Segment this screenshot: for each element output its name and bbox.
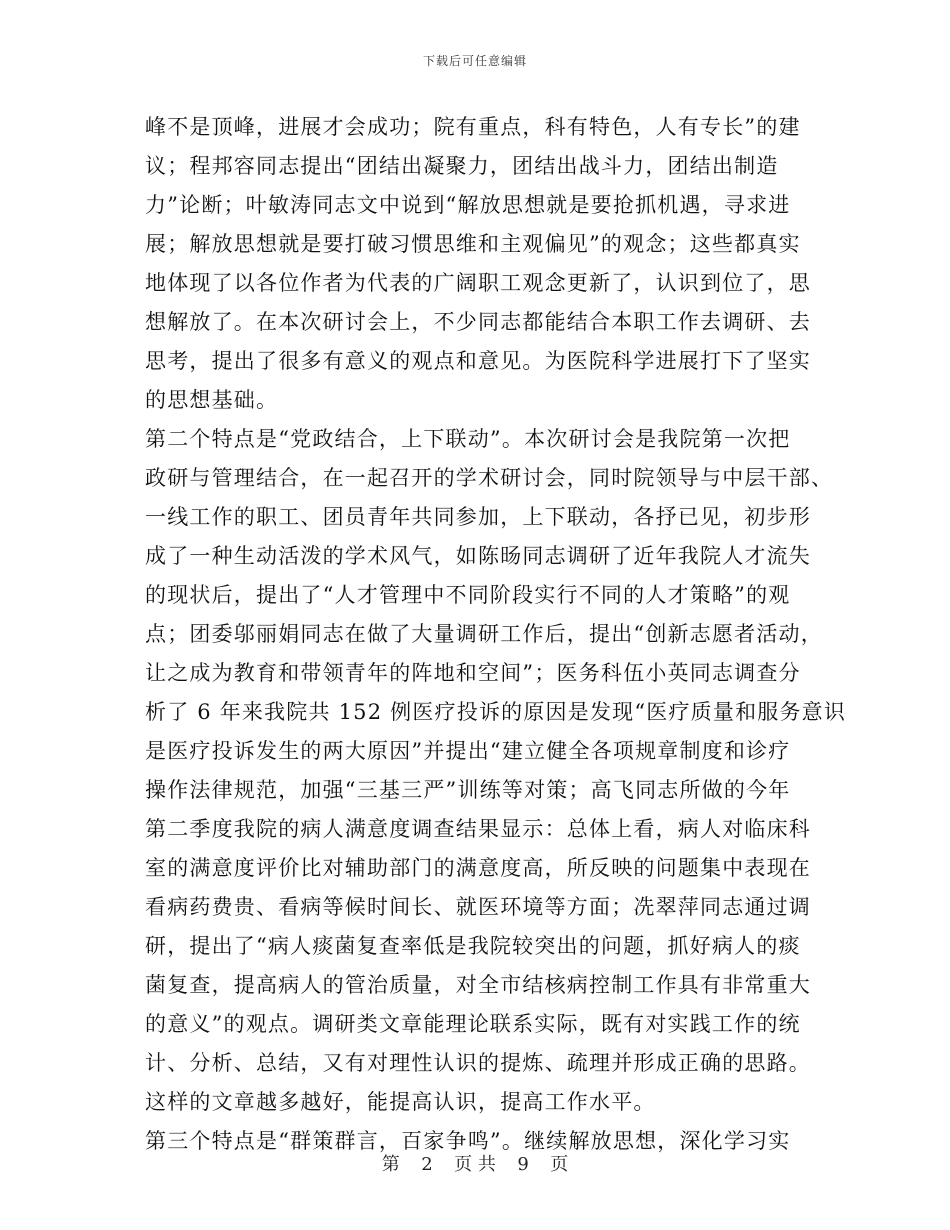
text-line: 的思想基础。 <box>145 388 279 412</box>
text-line: 菌复查，提高病人的管治质量，对全市结核病控制工作具有非常重大 <box>145 973 811 997</box>
text-line: 研，提出了“病人痰菌复查率低是我院较突出的问题，抓好病人的痰 <box>145 934 801 958</box>
text-line: 室的满意度评价比对辅助部门的满意度高，所反映的问题集中表现在 <box>145 856 811 880</box>
text-line: 让之成为教育和带领青年的阵地和空间”；医务科伍小英同志调查分 <box>145 661 801 685</box>
text-line: 展；解放思想就是要打破习惯思维和主观偏见”的观念；这些都真实 <box>145 232 801 256</box>
text-line: 第三个特点是“群策群言，百家争鸣”。继续解放思想，深化学习实 <box>145 1129 791 1153</box>
text-line: 思考，提出了很多有意义的观点和意见。为医院科学进展打下了坚实 <box>145 349 811 373</box>
document-body <box>145 108 847 1161</box>
page-suffix: 页 <box>550 1154 569 1175</box>
page-middle: 页 共 <box>454 1154 496 1175</box>
page-header: 下载后可任意编辑 <box>422 54 527 68</box>
page-number-footer <box>0 1150 950 1176</box>
text-line: 成了一种生动活泼的学术风气，如陈旸同志调研了近年我院人才流失 <box>145 544 811 568</box>
text-line: 这样的文章越多越好，能提高认识，提高工作水平。 <box>145 1090 656 1114</box>
text-line: 地体现了以各位作者为代表的广阔职工观念更新了，认识到位了，思 <box>145 271 811 295</box>
text-line: 第二季度我院的病人满意度调查结果显示：总体上看，病人对临床科 <box>145 817 811 841</box>
text-line: 操作法律规范，加强“三基三严”训练等对策；高飞同志所做的今年 <box>145 778 791 802</box>
text-line: 点；团委邬丽娟同志在做了大量调研工作后，提出“创新志愿者活动， <box>145 622 823 646</box>
text-line: 议；程邦容同志提出“团结出凝聚力，团结出战斗力，团结出制造 <box>145 154 779 178</box>
text-line: 想解放了。在本次研讨会上，不少同志都能结合本职工作去调研、去 <box>145 310 811 334</box>
text-line: 计、分析、总结，又有对理性认识的提炼、疏理并形成正确的思路。 <box>145 1051 811 1075</box>
text-line: 的意义”的观点。调研类文章能理论联系实际，既有对实践工作的统 <box>145 1012 801 1036</box>
current-page-number: 2 <box>421 1154 433 1175</box>
text-line: 一线工作的职工、团员青年共同参加，上下联动，各抒已见，初步形 <box>145 505 811 529</box>
page-prefix: 第 <box>381 1154 400 1175</box>
text-line: 析了 6 年来我院共 152 例医疗投诉的原因是发现“医疗质量和服务意识 <box>145 700 847 724</box>
text-line: 峰不是顶峰，进展才会成功；院有重点，科有特色，人有专长”的建 <box>145 115 801 139</box>
text-line: 力”论断；叶敏涛同志文中说到“解放思想就是要抢抓机遇，寻求进 <box>145 193 791 217</box>
text-line: 是医疗投诉发生的两大原因”并提出“建立健全各项规章制度和诊疗 <box>145 739 791 763</box>
total-page-number: 9 <box>517 1154 529 1175</box>
text-line: 第二个特点是“党政结合，上下联动”。本次研讨会是我院第一次把 <box>145 427 791 451</box>
text-line: 看病药费贵、看病等候时间长、就医环境等方面；冼翠萍同志通过调 <box>145 895 811 919</box>
text-line: 的现状后，提出了“人才管理中不同阶段实行不同的人才策略”的观 <box>145 583 791 607</box>
text-line: 政研与管理结合，在一起召开的学术研讨会，同时院领导与中层干部、 <box>145 466 834 490</box>
